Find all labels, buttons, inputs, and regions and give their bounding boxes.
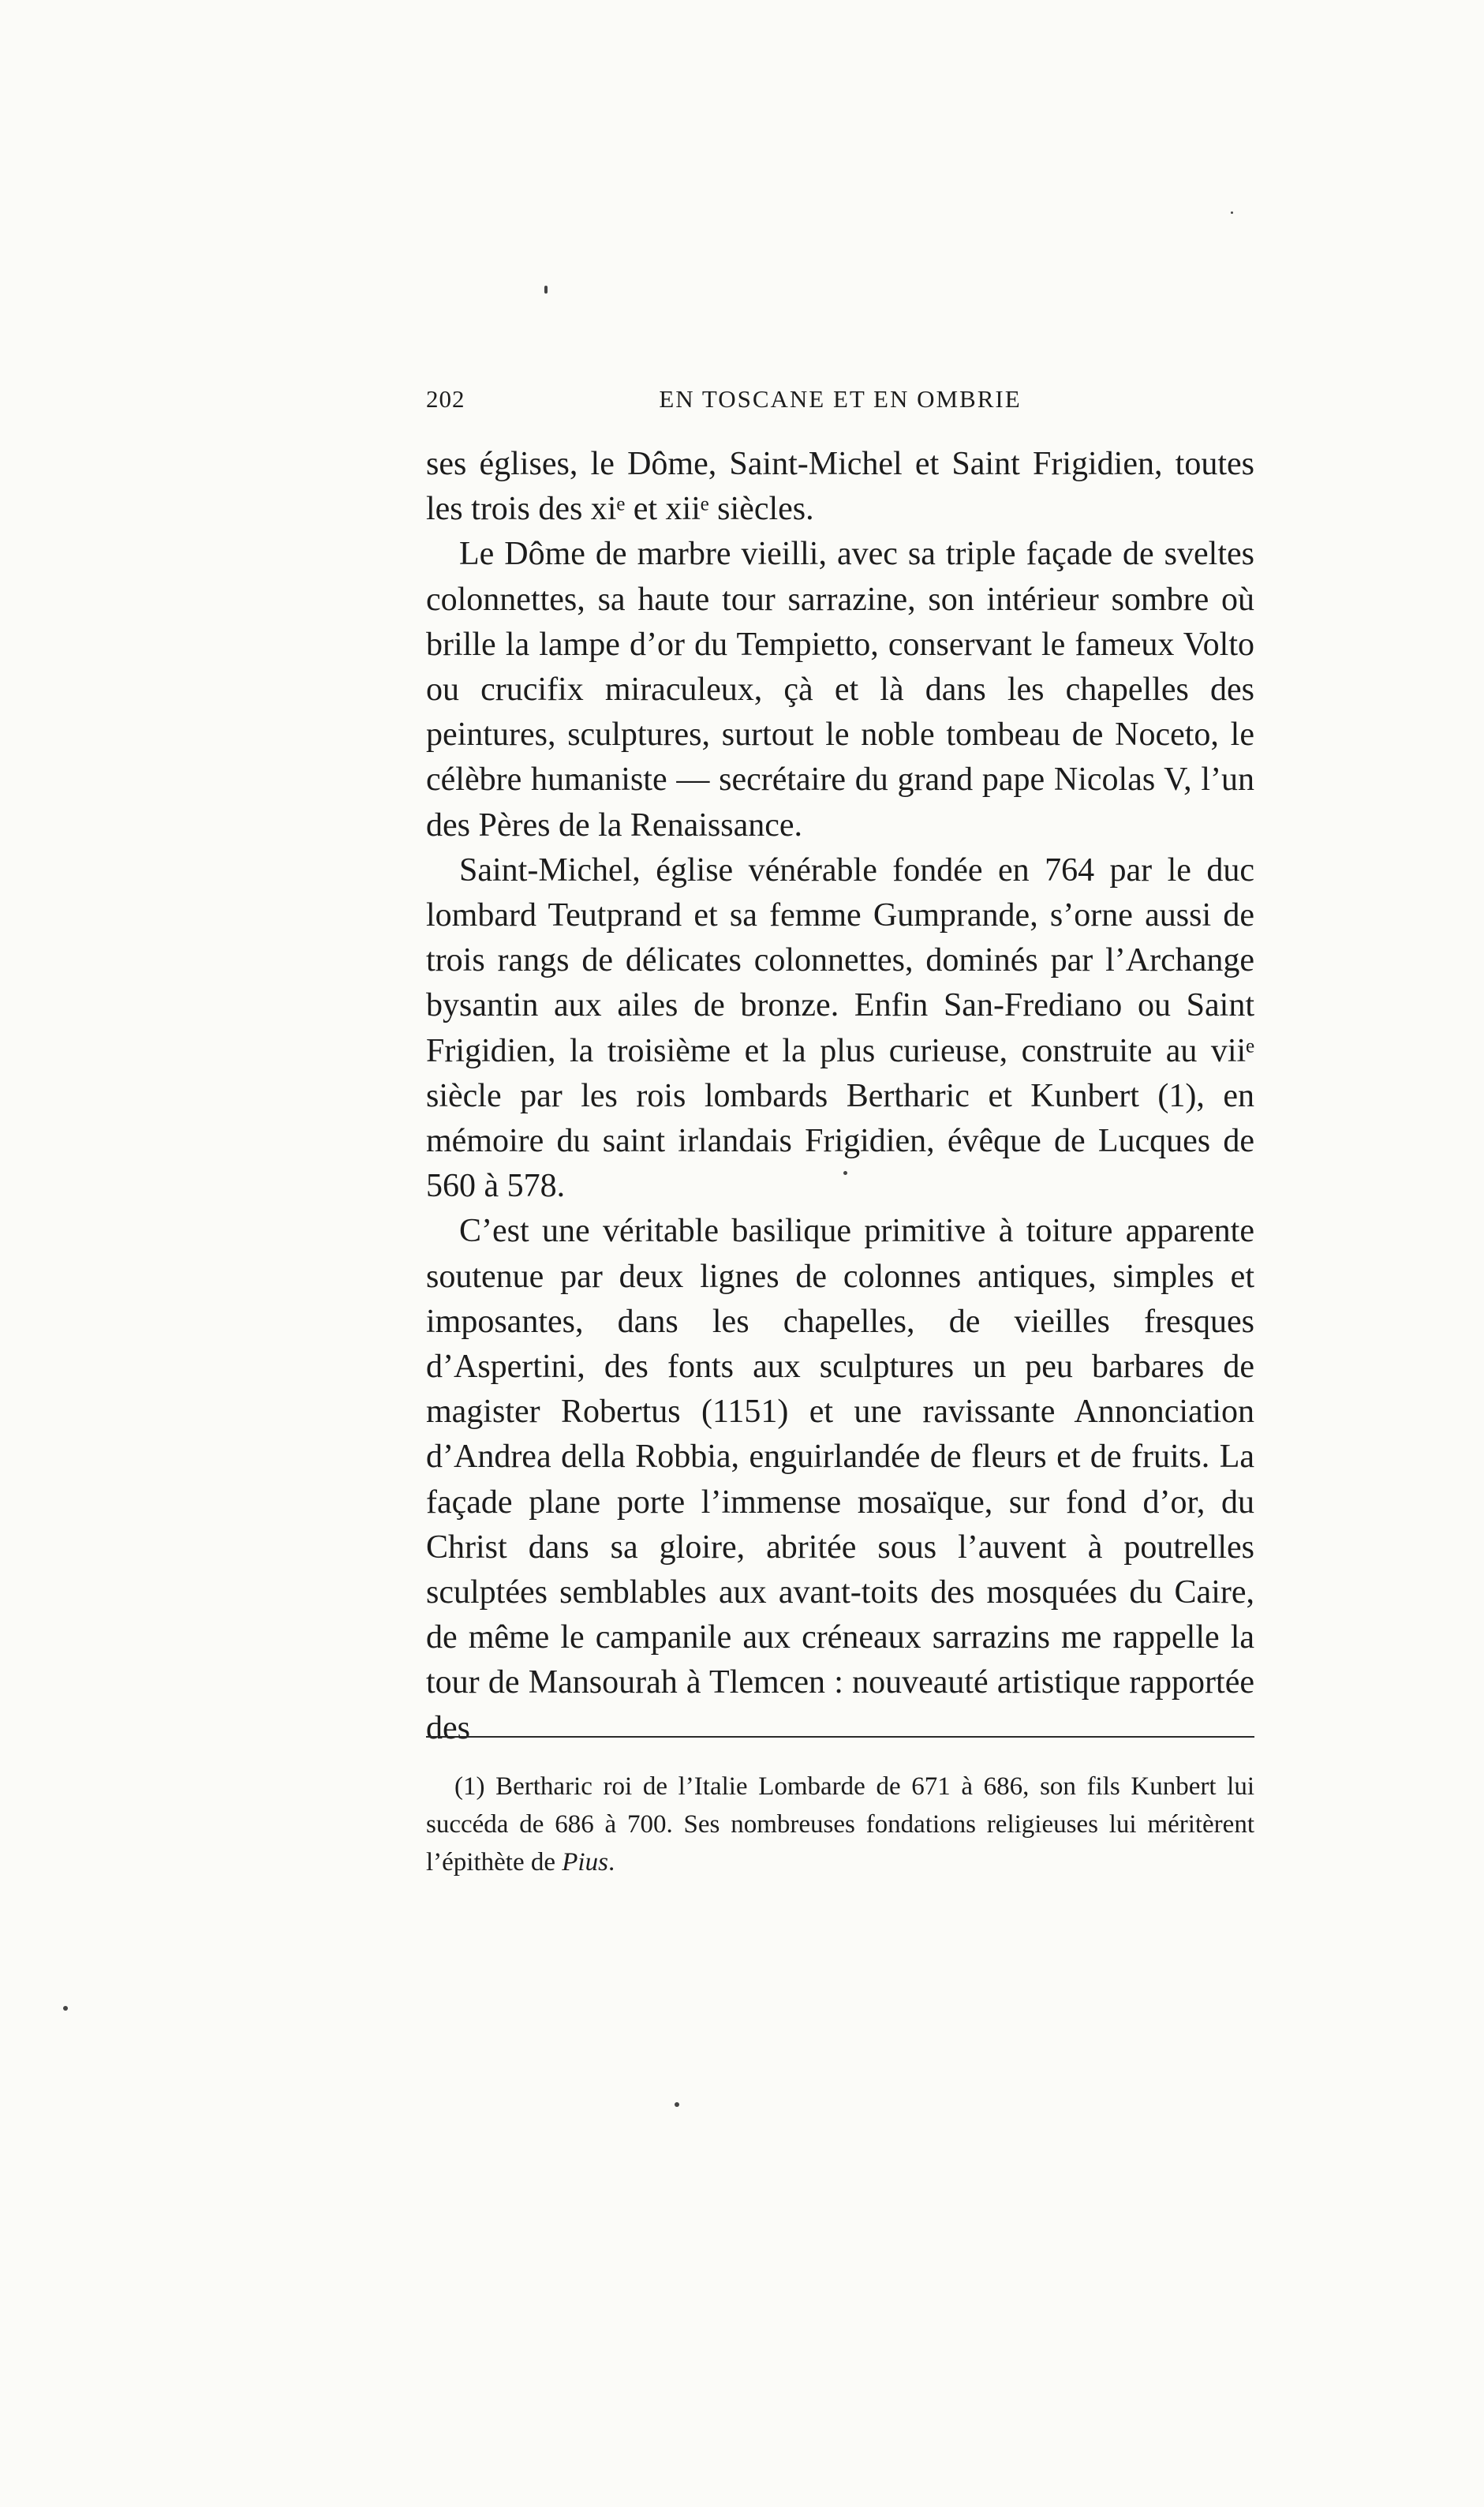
footnote-text: (1) Bertharic roi de l’Italie Lombarde de 671 à 686, son fils Kunbert lui succéda de 686 à 700. Ses nombreuses fondations religieuses lui méritèrent l’épithète de bbox=[426, 1772, 1254, 1877]
footnote bbox=[426, 1768, 1254, 1881]
footnote-divider bbox=[426, 1736, 1254, 1738]
paragraph-basilique: C’est une véritable basilique primitive à toiture apparente soutenue par deux lignes de colonnes antiques, simples et imposantes, dans les chapelles, de vieilles fresques d’Aspertini, des fonts aux sculptures un peu barbares de magister Robertus (1151) et une ravissante Annonciation d’Andrea della Robbia, enguirlandée de fleurs et de fruits. La façade plane porte l’immense mosaïque, sur fond d’or, du Christ dans sa gloire, abritée sous l’auvent à poutrelles sculptées semblables aux avant-toits des mosquées du Caire, de même le campanile aux créneaux sarrazins me rappelle la tour de Mansourah à Tlemcen : nouveauté artistique rapportée des bbox=[426, 1213, 1254, 1746]
paper-speck bbox=[1231, 211, 1233, 214]
paragraph-dome: Le Dôme de marbre vieilli, avec sa triple façade de sveltes colonnettes, sa haute tour sarrazine, son intérieur sombre où brille la lampe d’or du Tempietto, conservant le fameux Volto ou crucifix miraculeux, çà et là dans les chapelles des peintures, sculptures, surtout le noble tombeau de Noceto, le célèbre humaniste — secrétaire du grand pape Nicolas V, l’un des Pères de la Renaissance. bbox=[426, 536, 1254, 844]
body-text bbox=[426, 442, 1254, 1751]
running-title: EN TOSCANE ET EN OMBRIE bbox=[659, 385, 1022, 413]
paper-speck bbox=[843, 1171, 847, 1175]
paragraph-saint-michel: Saint-Michel, église vénérable fondée en 764 par le duc lombard Teutprand et sa femme Gumprande, s’orne aussi de trois rangs de délicates colonnettes, dominés par l’Archange bysantin aux ailes de bronze. Enfin San-Frediano ou Saint Frigidien, la troisième et la plus curieuse, construite au viiᵉ siècle par les rois lombards Bertharic et Kunbert (1), en mémoire du saint irlandais Frigidien, évêque de Lucques de 560 à 578. bbox=[426, 851, 1254, 1205]
page-number: 202 bbox=[426, 385, 465, 413]
page-header bbox=[426, 385, 1254, 425]
paragraph-continuation: ses églises, le Dôme, Saint-Michel et Saint Frigidien, toutes les trois des xiᵉ et xiiᵉ siècles. bbox=[426, 446, 1254, 528]
paper-speck bbox=[675, 2102, 679, 2107]
paper-speck bbox=[544, 286, 548, 294]
footnote-italic-word: Pius bbox=[562, 1848, 608, 1877]
paper-speck bbox=[63, 2006, 68, 2011]
footnote-end: . bbox=[607, 1848, 615, 1877]
